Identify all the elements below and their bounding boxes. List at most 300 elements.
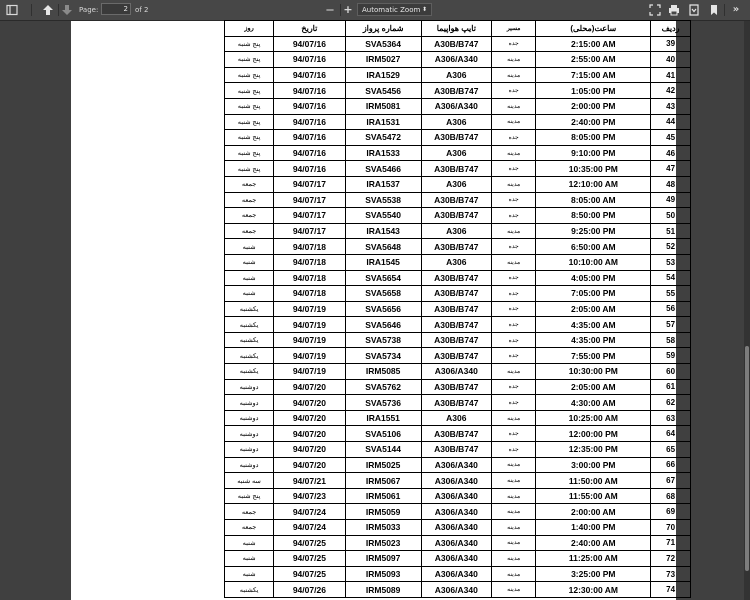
cell-time: 7:15:00 AM <box>536 67 651 83</box>
cell-row: 74 <box>651 582 691 598</box>
cell-route: جده <box>491 395 535 411</box>
cell-day: جمعه <box>225 520 274 536</box>
pdf-toolbar <box>0 0 750 21</box>
cell-route: جده <box>491 317 535 333</box>
cell-day: دوشنبه <box>225 379 274 395</box>
cell-time: 9:25:00 PM <box>536 223 651 239</box>
cell-date: 94/07/16 <box>274 67 345 83</box>
cell-route: مدینه <box>491 535 535 551</box>
cell-day: شنبه <box>225 239 274 255</box>
cell-aircraft: A30B/B747 <box>421 442 491 458</box>
table-row <box>225 176 691 192</box>
header-flight: شماره پرواز <box>345 21 421 37</box>
table-row <box>225 473 691 489</box>
document-viewer[interactable] <box>0 21 750 600</box>
cell-row: 41 <box>651 67 691 83</box>
cell-date: 94/07/20 <box>274 457 345 473</box>
cell-date: 94/07/25 <box>274 566 345 582</box>
table-row <box>225 301 691 317</box>
table-row <box>225 582 691 598</box>
cell-day: دوشنبه <box>225 442 274 458</box>
cell-time: 3:25:00 PM <box>536 566 651 582</box>
cell-route: مدینه <box>491 410 535 426</box>
table-row <box>225 520 691 536</box>
cell-date: 94/07/24 <box>274 520 345 536</box>
cell-route: مدینه <box>491 98 535 114</box>
table-row <box>225 114 691 130</box>
page-label: Page: <box>79 6 99 14</box>
cell-route: جده <box>491 301 535 317</box>
cell-route: مدینه <box>491 223 535 239</box>
cell-flight: IRA1551 <box>345 410 421 426</box>
cell-flight: IRM5025 <box>345 457 421 473</box>
cell-aircraft: A306/A340 <box>421 551 491 567</box>
cell-time: 2:05:00 AM <box>536 379 651 395</box>
sidebar-toggle-icon[interactable] <box>5 3 19 17</box>
cell-time: 4:30:00 AM <box>536 395 651 411</box>
cell-flight: SVA5456 <box>345 83 421 99</box>
cell-aircraft: A30B/B747 <box>421 332 491 348</box>
cell-aircraft: A30B/B747 <box>421 426 491 442</box>
cell-time: 2:55:00 AM <box>536 52 651 68</box>
cell-route: جده <box>491 270 535 286</box>
cell-aircraft: A30B/B747 <box>421 161 491 177</box>
cell-row: 53 <box>651 254 691 270</box>
cell-flight: IRM5093 <box>345 566 421 582</box>
cell-day: پنج شنبه <box>225 488 274 504</box>
cell-date: 94/07/24 <box>274 504 345 520</box>
cell-date: 94/07/16 <box>274 130 345 146</box>
cell-time: 1:40:00 PM <box>536 520 651 536</box>
cell-route: جده <box>491 348 535 364</box>
cell-date: 94/07/16 <box>274 145 345 161</box>
cell-time: 2:00:00 PM <box>536 98 651 114</box>
table-row <box>225 566 691 582</box>
cell-date: 94/07/17 <box>274 223 345 239</box>
cell-flight: IRM5027 <box>345 52 421 68</box>
cell-aircraft: A306/A340 <box>421 364 491 380</box>
cell-day: پنج شنبه <box>225 114 274 130</box>
cell-row: 59 <box>651 348 691 364</box>
cell-day: شنبه <box>225 551 274 567</box>
cell-route: جده <box>491 426 535 442</box>
cell-row: 66 <box>651 457 691 473</box>
cell-time: 11:25:00 AM <box>536 551 651 567</box>
cell-route: مدینه <box>491 145 535 161</box>
cell-aircraft: A306/A340 <box>421 488 491 504</box>
cell-aircraft: A306/A340 <box>421 535 491 551</box>
table-header-row <box>225 21 691 37</box>
cell-date: 94/07/18 <box>274 254 345 270</box>
cell-aircraft: A30B/B747 <box>421 348 491 364</box>
cell-row: 67 <box>651 473 691 489</box>
cell-row: 72 <box>651 551 691 567</box>
cell-row: 48 <box>651 176 691 192</box>
cell-row: 42 <box>651 83 691 99</box>
table-row <box>225 67 691 83</box>
cell-flight: IRM5081 <box>345 98 421 114</box>
table-row <box>225 426 691 442</box>
cell-route: جده <box>491 442 535 458</box>
cell-aircraft: A30B/B747 <box>421 83 491 99</box>
cell-date: 94/07/20 <box>274 395 345 411</box>
table-row <box>225 52 691 68</box>
cell-aircraft: A306/A340 <box>421 473 491 489</box>
cell-aircraft: A30B/B747 <box>421 130 491 146</box>
cell-row: 43 <box>651 98 691 114</box>
previous-page-icon[interactable] <box>41 3 55 17</box>
cell-route: مدینه <box>491 176 535 192</box>
table-row <box>225 145 691 161</box>
cell-date: 94/07/17 <box>274 192 345 208</box>
cell-flight: IRA1529 <box>345 67 421 83</box>
cell-time: 2:40:00 AM <box>536 535 651 551</box>
cell-date: 94/07/17 <box>274 208 345 224</box>
cell-row: 62 <box>651 395 691 411</box>
cell-day: یکشنبه <box>225 364 274 380</box>
more-tools-button[interactable]: » <box>732 4 740 15</box>
cell-day: یکشنبه <box>225 348 274 364</box>
cell-row: 51 <box>651 223 691 239</box>
cell-row: 64 <box>651 426 691 442</box>
cell-aircraft: A306/A340 <box>421 52 491 68</box>
table-row <box>225 379 691 395</box>
cell-day: یکشنبه <box>225 317 274 333</box>
cell-time: 10:35:00 PM <box>536 161 651 177</box>
cell-time: 9:10:00 PM <box>536 145 651 161</box>
scrollbar-thumb[interactable] <box>745 346 749 571</box>
cell-aircraft: A306/A340 <box>421 566 491 582</box>
cell-route: جده <box>491 332 535 348</box>
cell-time: 10:30:00 PM <box>536 364 651 380</box>
cell-flight: IRA1545 <box>345 254 421 270</box>
table-row <box>225 239 691 255</box>
cell-row: 50 <box>651 208 691 224</box>
cell-day: جمعه <box>225 208 274 224</box>
cell-row: 60 <box>651 364 691 380</box>
cell-route: مدینه <box>491 488 535 504</box>
cell-flight: IRM5067 <box>345 473 421 489</box>
cell-row: 58 <box>651 332 691 348</box>
table-row <box>225 192 691 208</box>
cell-row: 49 <box>651 192 691 208</box>
cell-route: مدینه <box>491 114 535 130</box>
cell-route: مدینه <box>491 457 535 473</box>
cell-route: مدینه <box>491 566 535 582</box>
cell-date: 94/07/23 <box>274 488 345 504</box>
zoom-select[interactable] <box>357 3 432 16</box>
cell-aircraft: A30B/B747 <box>421 395 491 411</box>
cell-aircraft: A30B/B747 <box>421 239 491 255</box>
cell-route: مدینه <box>491 520 535 536</box>
cell-time: 7:05:00 PM <box>536 286 651 302</box>
table-row <box>225 286 691 302</box>
cell-time: 7:55:00 PM <box>536 348 651 364</box>
cell-route: مدینه <box>491 254 535 270</box>
cell-aircraft: A306 <box>421 223 491 239</box>
cell-date: 94/07/19 <box>274 317 345 333</box>
cell-route: جده <box>491 286 535 302</box>
cell-day: شنبه <box>225 270 274 286</box>
cell-day: شنبه <box>225 535 274 551</box>
cell-day: یکشنبه <box>225 301 274 317</box>
cell-row: 40 <box>651 52 691 68</box>
cell-row: 44 <box>651 114 691 130</box>
cell-row: 68 <box>651 488 691 504</box>
cell-route: مدینه <box>491 67 535 83</box>
cell-day: پنج شنبه <box>225 83 274 99</box>
cell-flight: SVA5734 <box>345 348 421 364</box>
cell-day: شنبه <box>225 286 274 302</box>
cell-flight: SVA5106 <box>345 426 421 442</box>
cell-date: 94/07/16 <box>274 114 345 130</box>
download-icon[interactable] <box>687 3 701 17</box>
cell-flight: SVA5738 <box>345 332 421 348</box>
cell-time: 2:15:00 AM <box>536 36 651 52</box>
vertical-scrollbar[interactable] <box>744 21 750 600</box>
cell-route: مدینه <box>491 364 535 380</box>
cell-date: 94/07/16 <box>274 52 345 68</box>
header-route: مسیر <box>491 21 535 37</box>
cell-aircraft: A306 <box>421 67 491 83</box>
cell-day: جمعه <box>225 192 274 208</box>
header-aircraft: تایپ هواپیما <box>421 21 491 37</box>
pdf-page <box>71 21 680 600</box>
cell-time: 11:50:00 AM <box>536 473 651 489</box>
table-row <box>225 395 691 411</box>
table-row <box>225 208 691 224</box>
cell-date: 94/07/20 <box>274 426 345 442</box>
table-row <box>225 270 691 286</box>
bookmark-icon[interactable] <box>707 3 721 17</box>
cell-day: یکشنبه <box>225 332 274 348</box>
zoom-in-button[interactable]: + <box>343 3 353 16</box>
cell-time: 6:50:00 AM <box>536 239 651 255</box>
cell-aircraft: A30B/B747 <box>421 192 491 208</box>
cell-time: 8:05:00 PM <box>536 130 651 146</box>
cell-flight: SVA5364 <box>345 36 421 52</box>
cell-flight: IRM5033 <box>345 520 421 536</box>
next-page-icon[interactable] <box>60 3 74 17</box>
cell-date: 94/07/20 <box>274 410 345 426</box>
cell-day: دوشنبه <box>225 410 274 426</box>
cell-date: 94/07/25 <box>274 551 345 567</box>
cell-flight: IRM5085 <box>345 364 421 380</box>
cell-route: مدینه <box>491 52 535 68</box>
cell-day: یکشنبه <box>225 582 274 598</box>
cell-date: 94/07/19 <box>274 332 345 348</box>
cell-flight: SVA5658 <box>345 286 421 302</box>
cell-day: جمعه <box>225 223 274 239</box>
cell-date: 94/07/18 <box>274 239 345 255</box>
cell-aircraft: A306/A340 <box>421 582 491 598</box>
cell-day: جمعه <box>225 176 274 192</box>
table-row <box>225 535 691 551</box>
cell-route: جده <box>491 36 535 52</box>
cell-time: 4:05:00 PM <box>536 270 651 286</box>
cell-date: 94/07/16 <box>274 36 345 52</box>
cell-day: پنج شنبه <box>225 98 274 114</box>
cell-flight: IRA1531 <box>345 114 421 130</box>
cell-row: 61 <box>651 379 691 395</box>
table-row <box>225 223 691 239</box>
cell-day: پنج شنبه <box>225 67 274 83</box>
cell-flight: IRA1537 <box>345 176 421 192</box>
cell-flight: SVA5144 <box>345 442 421 458</box>
cell-route: مدینه <box>491 582 535 598</box>
table-row <box>225 332 691 348</box>
cell-route: جده <box>491 192 535 208</box>
cell-date: 94/07/16 <box>274 161 345 177</box>
cell-time: 10:10:00 AM <box>536 254 651 270</box>
cell-date: 94/07/21 <box>274 473 345 489</box>
cell-time: 11:55:00 AM <box>536 488 651 504</box>
cell-row: 55 <box>651 286 691 302</box>
cell-aircraft: A306/A340 <box>421 457 491 473</box>
cell-aircraft: A306 <box>421 176 491 192</box>
cell-flight: SVA5654 <box>345 270 421 286</box>
cell-row: 56 <box>651 301 691 317</box>
cell-date: 94/07/19 <box>274 348 345 364</box>
cell-time: 8:05:00 AM <box>536 192 651 208</box>
cell-time: 2:00:00 AM <box>536 504 651 520</box>
table-row <box>225 83 691 99</box>
cell-day: دوشنبه <box>225 395 274 411</box>
page-total: of 2 <box>135 6 149 14</box>
cell-time: 12:10:00 AM <box>536 176 651 192</box>
cell-day: دوشنبه <box>225 426 274 442</box>
cell-flight: SVA5538 <box>345 192 421 208</box>
cell-flight: SVA5736 <box>345 395 421 411</box>
cell-aircraft: A30B/B747 <box>421 379 491 395</box>
table-row <box>225 317 691 333</box>
zoom-value: Automatic Zoom <box>362 6 421 14</box>
cell-aircraft: A306/A340 <box>421 504 491 520</box>
cell-flight: IRM5059 <box>345 504 421 520</box>
cell-route: مدینه <box>491 473 535 489</box>
header-day: روز <box>225 21 274 37</box>
cell-time: 12:30:00 AM <box>536 582 651 598</box>
cell-date: 94/07/25 <box>274 535 345 551</box>
cell-flight: IRM5089 <box>345 582 421 598</box>
cell-date: 94/07/18 <box>274 286 345 302</box>
cell-route: جده <box>491 379 535 395</box>
cell-row: 73 <box>651 566 691 582</box>
cell-row: 63 <box>651 410 691 426</box>
cell-row: 71 <box>651 535 691 551</box>
cell-row: 45 <box>651 130 691 146</box>
cell-day: شنبه <box>225 566 274 582</box>
cell-flight: IRA1533 <box>345 145 421 161</box>
table-row <box>225 254 691 270</box>
table-row <box>225 442 691 458</box>
cell-time: 2:05:00 AM <box>536 301 651 317</box>
cell-row: 65 <box>651 442 691 458</box>
table-row <box>225 348 691 364</box>
cell-aircraft: A306 <box>421 114 491 130</box>
cell-day: پنج شنبه <box>225 145 274 161</box>
cell-date: 94/07/26 <box>274 582 345 598</box>
cell-aircraft: A30B/B747 <box>421 317 491 333</box>
cell-flight: SVA5656 <box>345 301 421 317</box>
page-number-input[interactable] <box>101 3 131 15</box>
table-row <box>225 36 691 52</box>
fullscreen-icon[interactable] <box>648 3 662 17</box>
cell-flight: SVA5762 <box>345 379 421 395</box>
cell-day: جمعه <box>225 504 274 520</box>
cell-route: جده <box>491 208 535 224</box>
table-row <box>225 551 691 567</box>
cell-flight: SVA5540 <box>345 208 421 224</box>
cell-row: 54 <box>651 270 691 286</box>
table-row <box>225 98 691 114</box>
cell-time: 3:00:00 PM <box>536 457 651 473</box>
cell-date: 94/07/19 <box>274 301 345 317</box>
cell-date: 94/07/17 <box>274 176 345 192</box>
header-row: ردیف <box>651 21 691 37</box>
cell-aircraft: A306 <box>421 254 491 270</box>
table-row <box>225 488 691 504</box>
cell-day: پنج شنبه <box>225 36 274 52</box>
print-icon[interactable] <box>667 3 681 17</box>
cell-flight: IRA1543 <box>345 223 421 239</box>
cell-flight: SVA5648 <box>345 239 421 255</box>
cell-row: 39 <box>651 36 691 52</box>
cell-date: 94/07/20 <box>274 442 345 458</box>
cell-day: سه شنبه <box>225 473 274 489</box>
cell-date: 94/07/16 <box>274 83 345 99</box>
cell-row: 46 <box>651 145 691 161</box>
cell-day: دوشنبه <box>225 457 274 473</box>
cell-aircraft: A306 <box>421 145 491 161</box>
cell-time: 2:40:00 PM <box>536 114 651 130</box>
cell-aircraft: A30B/B747 <box>421 270 491 286</box>
chevron-updown-icon: ⬍ <box>421 6 427 13</box>
cell-date: 94/07/16 <box>274 98 345 114</box>
cell-aircraft: A306/A340 <box>421 98 491 114</box>
cell-date: 94/07/20 <box>274 379 345 395</box>
cell-day: پنج شنبه <box>225 52 274 68</box>
table-row <box>225 161 691 177</box>
cell-date: 94/07/18 <box>274 270 345 286</box>
cell-day: پنج شنبه <box>225 161 274 177</box>
cell-route: مدینه <box>491 504 535 520</box>
cell-flight: IRM5097 <box>345 551 421 567</box>
cell-time: 4:35:00 AM <box>536 317 651 333</box>
cell-aircraft: A30B/B747 <box>421 301 491 317</box>
table-row <box>225 504 691 520</box>
table-row <box>225 130 691 146</box>
cell-route: جده <box>491 239 535 255</box>
table-row <box>225 410 691 426</box>
cell-aircraft: A306/A340 <box>421 520 491 536</box>
zoom-out-button[interactable]: — <box>326 5 334 14</box>
cell-aircraft: A306 <box>421 410 491 426</box>
cell-date: 94/07/19 <box>274 364 345 380</box>
cell-aircraft: A30B/B747 <box>421 286 491 302</box>
cell-aircraft: A30B/B747 <box>421 208 491 224</box>
cell-route: مدینه <box>491 551 535 567</box>
cell-route: جده <box>491 130 535 146</box>
cell-time: 1:05:00 PM <box>536 83 651 99</box>
cell-row: 57 <box>651 317 691 333</box>
cell-flight: IRM5061 <box>345 488 421 504</box>
cell-time: 8:50:00 PM <box>536 208 651 224</box>
cell-time: 4:35:00 PM <box>536 332 651 348</box>
cell-route: جده <box>491 161 535 177</box>
cell-time: 10:25:00 AM <box>536 410 651 426</box>
header-time: ساعت(محلی) <box>536 21 651 37</box>
